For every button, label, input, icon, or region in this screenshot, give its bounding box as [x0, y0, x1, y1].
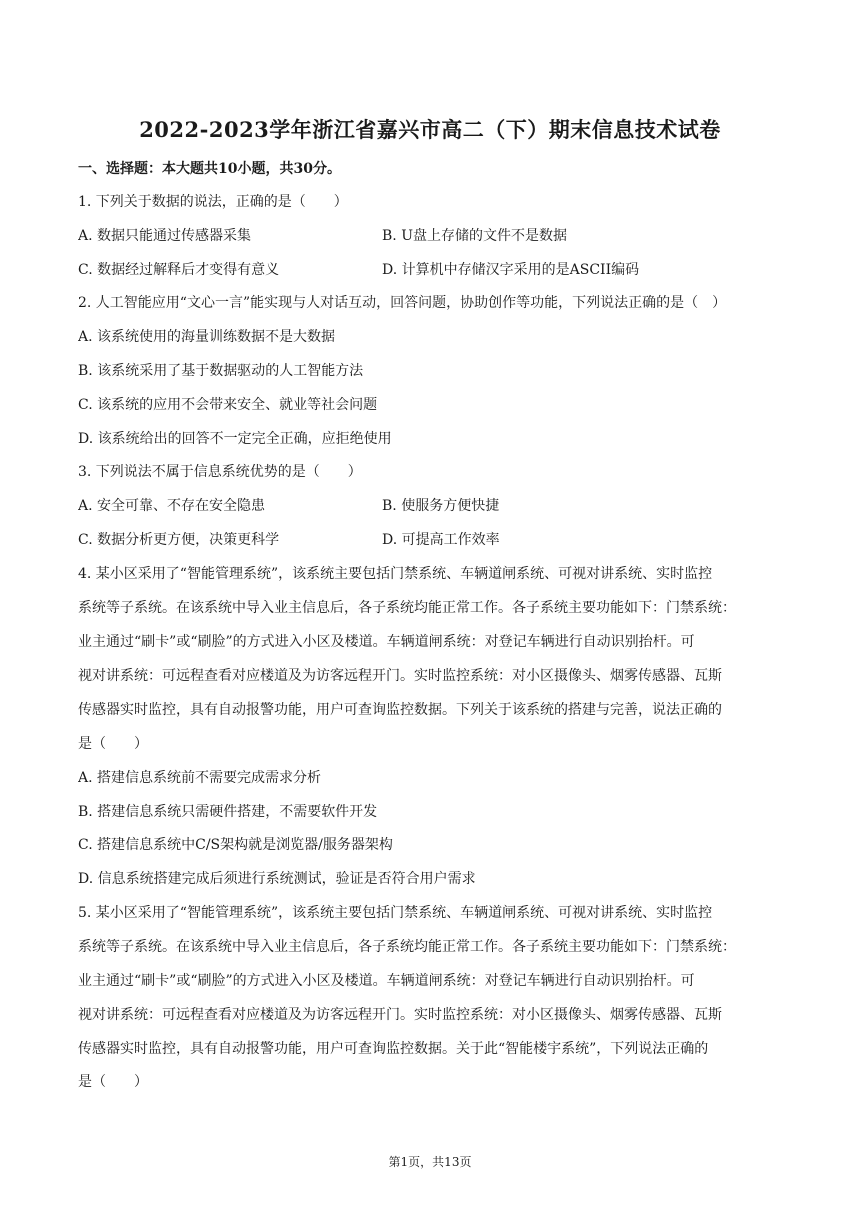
question-4-stem-line: 传感器实时监控，具有自动报警功能，用户可查询监控数据。下列关于该系统的搭建与完善，说法正确的 [78, 702, 722, 718]
question-3-option-c: C. 数据分析更方便，决策更科学 [78, 532, 280, 548]
question-3-option-b: B. 使服务方便快捷 [382, 498, 500, 514]
question-4-option-b: B. 搭建信息系统只需硬件搭建，不需要软件开发 [78, 804, 378, 820]
question-2-option-a: A. 该系统使用的海量训练数据不是大数据 [78, 329, 336, 345]
question-5-stem-line: 传感器实时监控，具有自动报警功能，用户可查询监控数据。关于此“智能楼宇系统”，下列说法正确的 [78, 1041, 709, 1057]
question-1-stem: 1. 下列关于数据的说法，正确的是（ ） [78, 194, 348, 210]
question-2-option-b: B. 该系统采用了基于数据驱动的人工智能方法 [78, 363, 364, 379]
question-4-stem-line: 4. 某小区采用了“智能管理系统”，该系统主要包括门禁系统、车辆道闸系统、可视对讲系统、实时监控 [78, 566, 713, 582]
question-5-stem-line: 业主通过“刷卡”或“刷脸”的方式进入小区及楼道。车辆道闸系统：对登记车辆进行自动识别抬杆。可 [78, 973, 695, 989]
question-5-stem-line: 系统等子系统。在该系统中导入业主信息后，各子系统均能正常工作。各子系统主要功能如下：门禁系统： [78, 939, 736, 955]
question-5-stem-line: 是（ ） [78, 1074, 148, 1090]
question-4-option-d: D. 信息系统搭建完成后须进行系统测试，验证是否符合用户需求 [78, 871, 476, 887]
question-1-option-c: C. 数据经过解释后才变得有意义 [78, 262, 280, 278]
question-1-option-d: D. 计算机中存储汉字采用的是ASCII编码 [382, 262, 640, 278]
question-3-stem: 3. 下列说法不属于信息系统优势的是（ ） [78, 464, 362, 480]
question-4-stem-line: 视对讲系统：可远程查看对应楼道及为访客远程开门。实时监控系统：对小区摄像头、烟雾传感器、瓦斯 [78, 668, 722, 684]
section-heading: 一、选择题：本大题共10小题，共30分。 [78, 161, 341, 177]
page-title: 2022-2023学年浙江省嘉兴市高二（下）期末信息技术试卷 [139, 117, 721, 142]
question-5-stem-line: 视对讲系统：可远程查看对应楼道及为访客远程开门。实时监控系统：对小区摄像头、烟雾传感器、瓦斯 [78, 1007, 722, 1023]
page-footer: 第1页，共13页 [388, 1155, 472, 1169]
question-4-stem-line: 业主通过“刷卡”或“刷脸”的方式进入小区及楼道。车辆道闸系统：对登记车辆进行自动识别抬杆。可 [78, 634, 695, 650]
question-5-stem-line: 5. 某小区采用了“智能管理系统”，该系统主要包括门禁系统、车辆道闸系统、可视对讲系统、实时监控 [78, 905, 713, 921]
question-4-stem-line: 是（ ） [78, 736, 148, 752]
question-3-option-a: A. 安全可靠、不存在安全隐患 [78, 498, 266, 514]
question-2-option-d: D. 该系统给出的回答不一定完全正确，应拒绝使用 [78, 431, 392, 447]
question-4-option-a: A. 搭建信息系统前不需要完成需求分析 [78, 770, 322, 786]
question-4-option-c: C. 搭建信息系统中C/S架构就是浏览器/服务器架构 [78, 837, 393, 853]
question-1-option-a: A. 数据只能通过传感器采集 [78, 228, 252, 244]
question-2-stem: 2. 人工智能应用“文心一言”能实现与人对话互动，回答问题，协助创作等功能，下列说法正确的是（ ） [78, 295, 727, 311]
question-2-option-c: C. 该系统的应用不会带来安全、就业等社会问题 [78, 397, 378, 413]
question-4-stem-line: 系统等子系统。在该系统中导入业主信息后，各子系统均能正常工作。各子系统主要功能如下：门禁系统： [78, 600, 736, 616]
question-1-option-b: B. U盘上存储的文件不是数据 [382, 228, 567, 244]
question-3-option-d: D. 可提高工作效率 [382, 532, 500, 548]
